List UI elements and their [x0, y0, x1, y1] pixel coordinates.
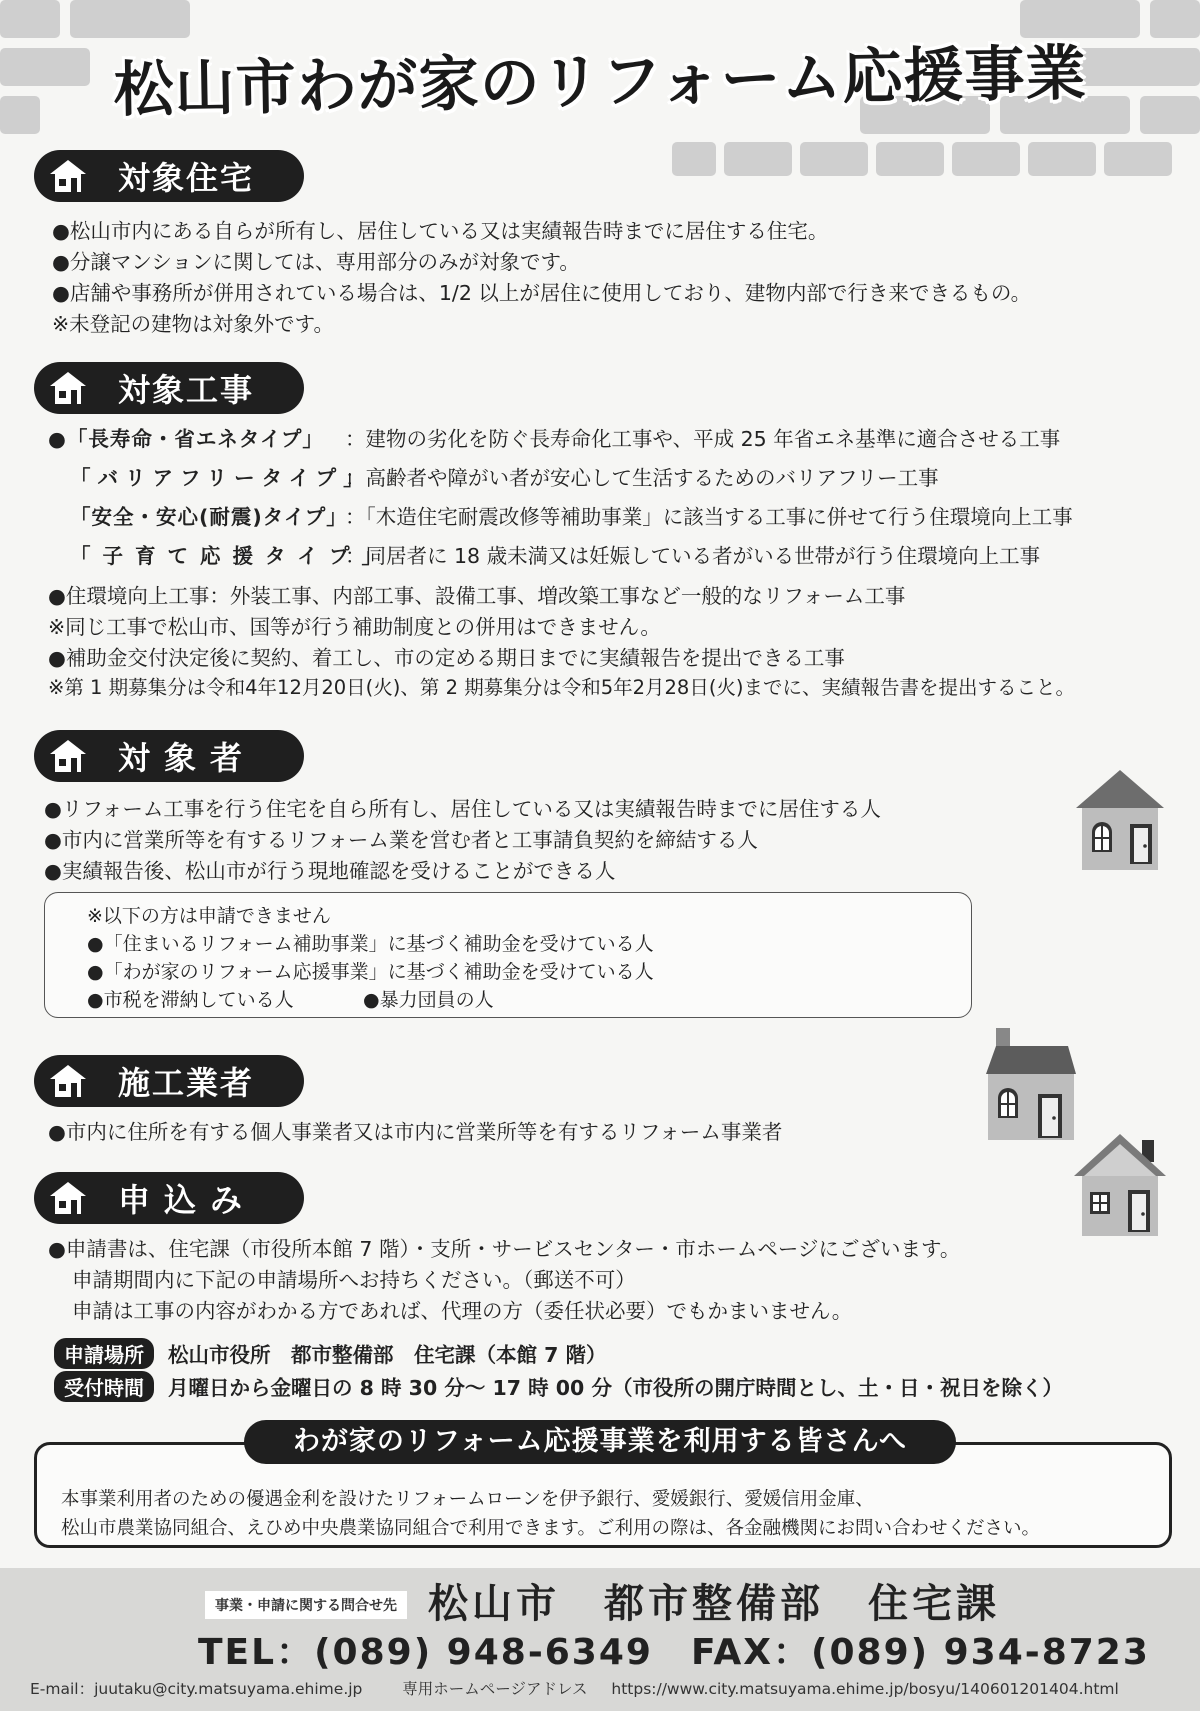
application-line-3: 申請は工事の内容がわかる方であれば、代理の方（委任状必要）でもかまいません。	[72, 1299, 853, 1323]
section-heading-target-housing	[34, 150, 304, 202]
person-line-1: ●リフォーム工事を行う住宅を自ら所有し、居住している又は実績報告時までに居住する人	[44, 797, 881, 821]
work-type-row	[48, 461, 939, 491]
application-hours: 月曜日から金曜日の 8 時 30 分～ 17 時 00 分（市役所の開庁時間とし、土・日・祝日を除く）	[168, 1376, 1063, 1400]
footer-contact-row	[30, 1677, 1119, 1699]
section-heading-eligible-persons	[34, 730, 304, 782]
work-type-label: 「バリアフリータイプ」	[70, 466, 371, 490]
work-type-row	[48, 422, 1060, 452]
notice-item: ●「住まいるリフォーム補助事業」に基づく補助金を受けている人	[87, 933, 654, 955]
application-hours-row	[54, 1371, 1063, 1402]
place-tag: 申請場所	[54, 1338, 154, 1369]
users-notice-line: 本事業利用者のための優遇金利を設けたリフォームローンを伊予銀行、愛媛銀行、愛媛信用金庫、	[61, 1489, 874, 1510]
notice-header: ※以下の方は申請できません	[87, 905, 331, 927]
work-line-2: ●補助金交付決定後に契約、着工し、市の定める期日までに実績報告を提出できる工事	[48, 646, 845, 670]
section-heading-target-work	[34, 362, 304, 414]
application-line-1: ●申請書は、住宅課（市役所本館 7 階）・支所・サービスセンター・市ホームページにございます。	[48, 1237, 961, 1261]
housing-line-3: ●店舗や事務所が併用されている場合は、1/2 以上が居住に使用しており、建物内部で行き来できるもの。	[52, 281, 1032, 305]
house-icon	[46, 734, 90, 778]
work-type-row	[48, 500, 1073, 530]
housing-line-1: ●松山市内にある自らが所有し、居住している又は実績報告時までに居住する住宅。	[52, 219, 829, 243]
housing-note: ※未登記の建物は対象外です。	[52, 312, 335, 336]
person-line-3: ●実績報告後、松山市が行う現地確認を受けることができる人	[44, 859, 616, 883]
work-line-1: ●住環境向上工事：外装工事、内部工事、設備工事、増改築工事など一般的なリフォーム工事	[48, 584, 906, 608]
work-type-desc: ：「木造住宅耐震改修等補助事業」に該当する工事に併せて行う住環境向上工事	[345, 505, 1073, 529]
notice-item: ●「わが家のリフォーム応援事業」に基づく補助金を受けている人	[87, 961, 654, 983]
homepage-label: 専用ホームページアドレス	[402, 1680, 588, 1698]
email-link[interactable]: E-mail：juutaku@city.matsuyama.ehime.jp	[30, 1680, 363, 1698]
page-title: 松山市わが家のリフォーム応援事業	[113, 38, 1088, 126]
work-type-desc: ：建物の劣化を防ぐ長寿命化工事や、平成 25 年省エネ基準に適合させる工事	[345, 427, 1061, 451]
ineligible-notice-box	[44, 892, 972, 1018]
person-line-2: ●市内に営業所等を有するリフォーム業を営む者と工事請負契約を締結する人	[44, 828, 758, 852]
section-title: 対象者	[118, 739, 257, 777]
application-line-2: 申請期間内に下記の申請場所へお持ちください。（郵送不可）	[72, 1268, 636, 1292]
section-heading-application	[34, 1172, 304, 1224]
house-icon	[1072, 1130, 1168, 1244]
house-icon	[46, 366, 90, 410]
homepage-link[interactable]: https://www.city.matsuyama.ehime.jp/bosyu/140601201404.html	[611, 1680, 1119, 1698]
contractor-line: ●市内に住所を有する個人事業者又は市内に営業所等を有するリフォーム事業者	[48, 1120, 783, 1144]
work-type-desc: ：同居者に 18 歳未満又は妊娠している者がいる世帯が行う住環境向上工事	[345, 544, 1041, 568]
notice-item: ●市税を滞納している人	[87, 989, 294, 1011]
work-type-label: 「安全・安心(耐震)タイプ」	[70, 505, 348, 529]
section-heading-contractors	[34, 1055, 304, 1107]
application-place: 松山市役所 都市整備部 住宅課（本館 7 階）	[168, 1343, 607, 1367]
section-title: 申込み	[118, 1181, 257, 1219]
work-type-row	[48, 539, 1040, 569]
section-title: 対象住宅	[118, 159, 255, 197]
work-type-label: ●「長寿命・省エネタイプ」	[48, 427, 324, 451]
department-name: 松山市 都市整備部 住宅課	[428, 1581, 1000, 1627]
work-note-2: ※第 1 期募集分は令和4年12月20日(火)、第 2 期募集分は令和5年2月28日(火)までに、実績報告書を提出すること。	[48, 676, 1076, 699]
house-icon	[46, 1176, 90, 1220]
house-icon	[1072, 766, 1168, 878]
section-title: 対象工事	[118, 371, 255, 409]
housing-line-2: ●分譲マンションに関しては、専用部分のみが対象です。	[52, 250, 580, 274]
house-icon	[46, 154, 90, 198]
work-note-1: ※同じ工事で松山市、国等が行う補助制度との併用はできません。	[48, 615, 661, 639]
notice-item: ●暴力団員の人	[363, 989, 494, 1011]
users-notice-line: 松山市農業協同組合、えひめ中央農業協同組合で利用できます。ご利用の際は、各金融機関にお問い合わせください。	[61, 1518, 1041, 1539]
house-icon	[46, 1059, 90, 1103]
work-type-desc: ：高齢者や障がい者が安心して生活するためのバリアフリー工事	[345, 466, 939, 490]
contact-label: 事業・申請に関する問合せ先	[205, 1591, 407, 1619]
house-icon	[982, 1026, 1080, 1148]
users-notice-title: わが家のリフォーム応援事業を利用する皆さんへ	[244, 1420, 956, 1464]
work-type-label: 「子育て応援タイプ」	[70, 544, 394, 568]
hours-tag: 受付時間	[54, 1371, 154, 1402]
section-title: 施工業者	[118, 1064, 255, 1102]
application-place-row	[54, 1338, 607, 1369]
phone-fax: TEL：(089) 948-6349 FAX：(089) 934-8723	[198, 1632, 1150, 1673]
